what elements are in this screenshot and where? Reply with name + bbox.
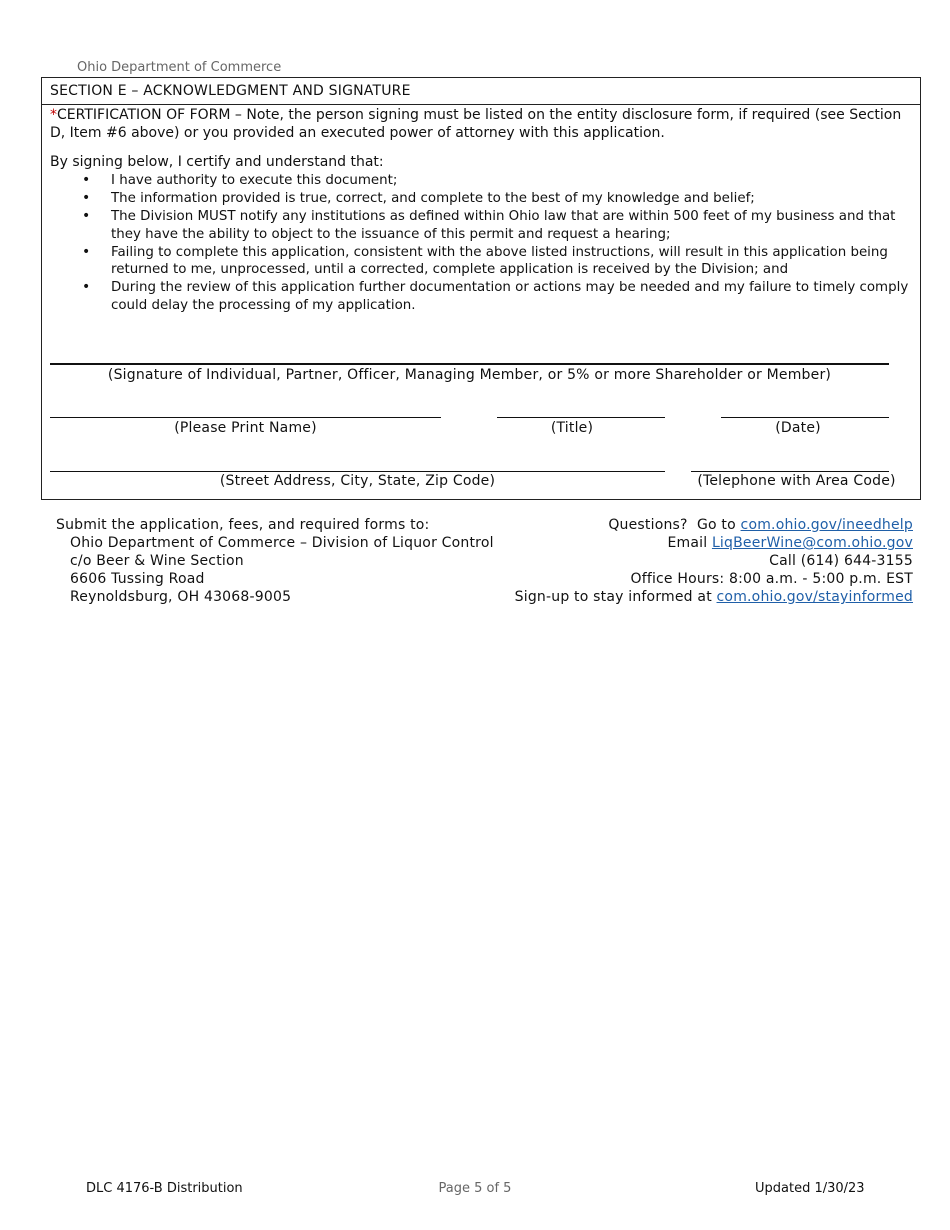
certification-body: CERTIFICATION OF FORM – Note, the person signing must be listed on the entity disclosure form, if required (see Section D, Item #6 above) or you provided an executed power of attorney with this application. <box>50 107 902 141</box>
email-prefix: Email <box>667 535 712 551</box>
questions-line <box>515 516 913 534</box>
signature-label: (Signature of Individual, Partner, Officer, Managing Member, or 5% or more Shareholder or Member) <box>107 367 832 383</box>
email-link[interactable]: LiqBeerWine@com.ohio.gov <box>711 535 913 551</box>
certify-list <box>82 172 914 315</box>
submit-line: Reynoldsburg, OH 43068-9005 <box>70 589 292 605</box>
list-item: • The information provided is true, correct, and complete to the best of my knowledge and belief; <box>82 190 914 208</box>
address-field[interactable] <box>50 471 665 472</box>
footer-page-number: Page 5 of 5 <box>438 1181 512 1196</box>
date-label: (Date) <box>775 420 821 436</box>
section-title: SECTION E – ACKNOWLEDGMENT AND SIGNATURE <box>42 78 920 105</box>
title-label: (Title) <box>550 420 594 436</box>
contact-block <box>515 516 913 606</box>
office-hours-line: Office Hours: 8:00 a.m. - 5:00 p.m. EST <box>630 571 913 587</box>
address-label: (Street Address, City, State, Zip Code) <box>219 473 496 489</box>
title-field[interactable] <box>497 417 665 418</box>
submit-address-block <box>56 516 494 606</box>
required-asterisk: * <box>50 107 57 123</box>
list-item: • The Division MUST notify any institutions as defined within Ohio law that are within 500 feet of my business and that they have the ability to object to the issuance of this permit and request a hearing; <box>82 208 914 243</box>
list-item: • Failing to complete this application, consistent with the above listed instructions, will result in this application being returned to me, unprocessed, until a corrected, complete application is received by the Division; and <box>82 244 914 279</box>
telephone-label: (Telephone with Area Code) <box>697 473 896 489</box>
date-field[interactable] <box>721 417 889 418</box>
print-name-label: (Please Print Name) <box>174 420 317 436</box>
submit-line: c/o Beer & Wine Section <box>70 553 244 569</box>
header-org-name: Ohio Department of Commerce <box>77 60 282 75</box>
submit-heading: Submit the application, fees, and required forms to: <box>56 517 430 533</box>
print-name-field[interactable] <box>50 417 441 418</box>
email-line <box>515 534 913 552</box>
call-line: Call (614) 644-3155 <box>769 553 913 569</box>
submit-line: Ohio Department of Commerce – Division of Liquor Control <box>70 535 494 551</box>
questions-prefix: Questions? Go to <box>608 517 741 533</box>
certification-text <box>50 106 914 142</box>
certify-intro: By signing below, I certify and understand that: <box>50 154 384 170</box>
submit-line: 6606 Tussing Road <box>70 571 205 587</box>
list-item: • I have authority to execute this document; <box>82 172 914 190</box>
ineedhelp-link[interactable]: com.ohio.gov/ineedhelp <box>740 517 913 533</box>
signup-prefix: Sign-up to stay informed at <box>514 589 717 605</box>
footer-updated: Updated 1/30/23 <box>755 1181 865 1196</box>
list-item: • During the review of this application further documentation or actions may be needed and my failure to timely comply could delay the processing of my application. <box>82 279 914 314</box>
section-e-box <box>41 77 921 500</box>
signature-field[interactable] <box>50 363 889 365</box>
signup-line <box>515 588 913 606</box>
stayinformed-link[interactable]: com.ohio.gov/stayinformed <box>716 589 913 605</box>
footer-form-id: DLC 4176-B Distribution <box>86 1181 243 1196</box>
telephone-field[interactable] <box>691 471 889 472</box>
